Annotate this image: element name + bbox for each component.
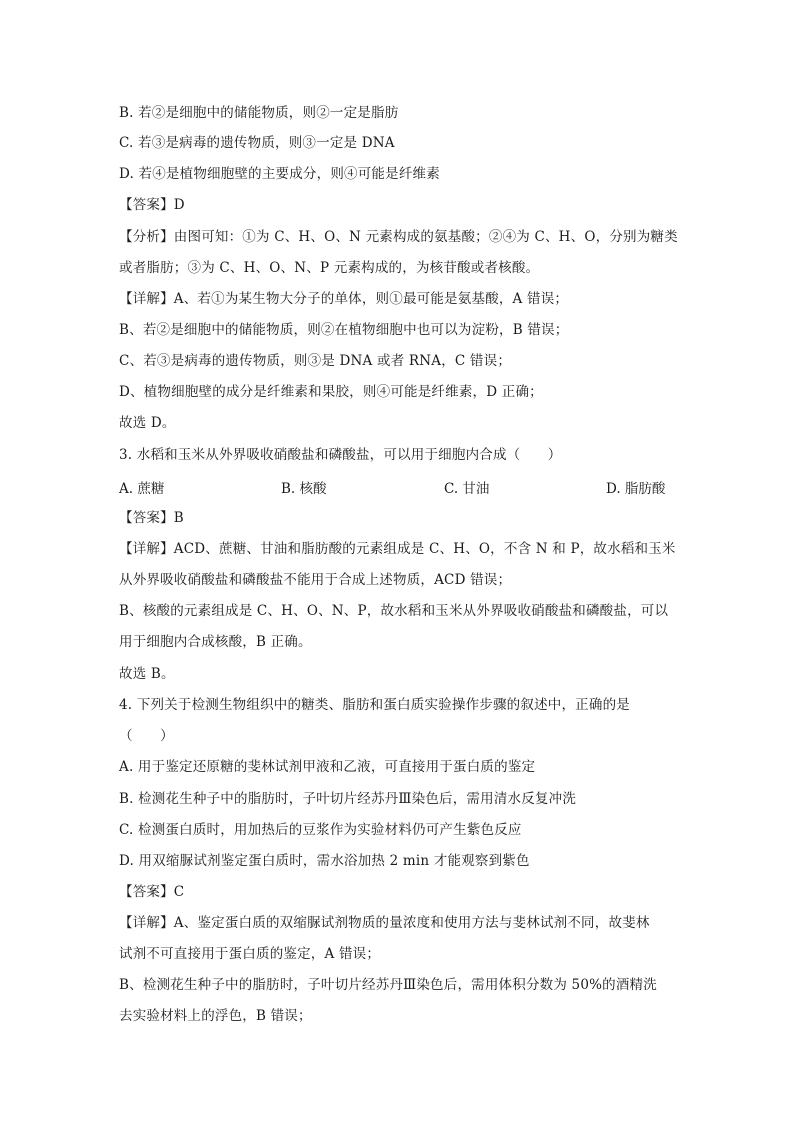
option-b: B. 检测花生种子中的脂肪时，子叶切片经苏丹Ⅲ染色后，需用清水反复冲洗 <box>119 791 577 807</box>
option-a: A. 用于鉴定还原糖的斐林试剂甲液和乙液，可直接用于蛋白质的鉴定 <box>119 759 536 775</box>
text-line: B. 若②是细胞中的储能物质，则②一定是脂肪 <box>119 105 399 121</box>
answer-label: 【答案】B <box>119 510 184 526</box>
option-b: B. 核酸 <box>281 481 327 497</box>
analysis-line: 【分析】由图可知：①为 C、H、O、N 元素构成的氨基酸；②④为 C、H、O，分别为糖类 <box>119 229 678 245</box>
answer-label: 【答案】C <box>119 884 185 900</box>
question-3-options <box>119 477 679 497</box>
analysis-line: 或者脂肪；③为 C、H、O、N、P 元素构成的，为核苷酸或者核酸。 <box>119 260 540 276</box>
explanation-line: B、检测花生种子中的脂肪时，子叶切片经苏丹Ⅲ染色后，需用体积分数为 50%的酒精洗 <box>119 977 657 993</box>
explanation-line: B、若②是细胞中的储能物质，则②在植物细胞中也可以为淀粉，B 错误； <box>119 322 569 338</box>
option-c: C. 甘油 <box>444 481 490 497</box>
text-line: C. 若③是病毒的遗传物质，则③一定是 DNA <box>119 135 395 151</box>
conclusion-line: 故选 B。 <box>119 666 175 682</box>
explanation-line: 【详解】A、鉴定蛋白质的双缩脲试剂物质的量浓度和使用方法与斐林试剂不同，故斐林 <box>119 915 650 931</box>
explanation-line: 去实验材料上的浮色，B 错误； <box>119 1008 312 1024</box>
question-4-stem: 4. 下列关于检测生物组织中的糖类、脂肪和蛋白质实验操作步骤的叙述中，正确的是 <box>119 697 630 713</box>
explanation-line: B、核酸的元素组成是 C、H、O、N、P，故水稻和玉米从外界吸收硝酸盐和磷酸盐，可以 <box>119 603 669 619</box>
question-4-stem: （ ） <box>119 728 174 744</box>
explanation-line: 从外界吸收硝酸盐和磷酸盐不能用于合成上述物质，ACD 错误； <box>119 572 512 588</box>
text-line: D. 若④是植物细胞壁的主要成分，则④可能是纤维素 <box>119 166 440 182</box>
explanation-line: 试剂不可直接用于蛋白质的鉴定，A 错误； <box>119 946 381 962</box>
option-a: A. 蔗糖 <box>119 481 165 497</box>
explanation-line: 【详解】ACD、蔗糖、甘油和脂肪酸的元素组成是 C、H、O，不含 N 和 P，故水稻和玉米 <box>119 541 676 557</box>
explanation-line: 【详解】A、若①为某生物大分子的单体，则①最可能是氨基酸，A 错误； <box>119 291 569 307</box>
answer-label: 【答案】D <box>119 197 185 213</box>
option-d: D. 用双缩脲试剂鉴定蛋白质时，需水浴加热 2 min 才能观察到紫色 <box>119 853 530 869</box>
question-3-stem: 3. 水稻和玉米从外界吸收硝酸盐和磷酸盐，可以用于细胞内合成（ ） <box>119 447 562 463</box>
conclusion-line: 故选 D。 <box>119 415 176 431</box>
option-d: D. 脂肪酸 <box>606 481 666 497</box>
option-c: C. 检测蛋白质时，用加热后的豆浆作为实验材料仍可产生紫色反应 <box>119 822 522 838</box>
explanation-line: 用于细胞内合成核酸，B 正确。 <box>119 634 312 650</box>
explanation-line: C、若③是病毒的遗传物质，则③是 DNA 或者 RNA，C 错误； <box>119 353 512 369</box>
explanation-line: D、植物细胞壁的成分是纤维素和果胶，则④可能是纤维素，D 正确； <box>119 384 543 400</box>
